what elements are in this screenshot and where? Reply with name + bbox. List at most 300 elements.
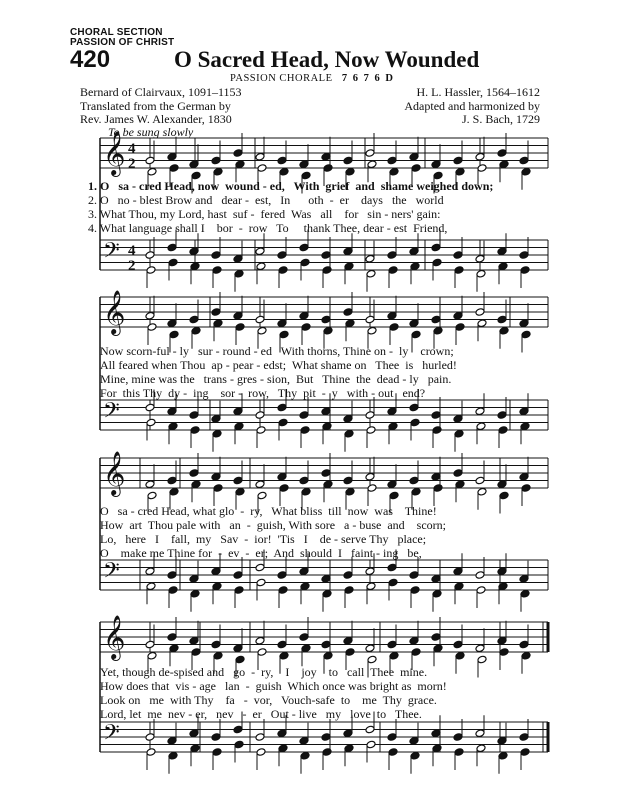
- note-head: [300, 751, 310, 760]
- note-head: [519, 156, 529, 165]
- note-head: [499, 491, 509, 500]
- note-head: [167, 407, 177, 416]
- note-head: [278, 744, 288, 753]
- section-line-2: PASSION OF CHRIST: [70, 37, 175, 48]
- note-head: [477, 164, 487, 173]
- note-head: [212, 266, 222, 275]
- note-head: [301, 644, 311, 653]
- note-head: [323, 326, 333, 335]
- author-line: Rev. James W. Alexander, 1830: [80, 112, 232, 126]
- note-head: [146, 418, 156, 427]
- note-head: [409, 319, 419, 328]
- lyric-line: 4. What language shall I bor - row To thank Thee, dear - est Friend,: [88, 221, 448, 235]
- note-head: [497, 636, 507, 645]
- note-head: [476, 269, 486, 278]
- note-head: [299, 311, 309, 320]
- note-head: [365, 644, 375, 653]
- note-head: [453, 469, 463, 478]
- lyric-line: Yet, though de-spised and go - ry, I joy to call Thee mine.: [100, 665, 428, 679]
- note-head: [255, 563, 265, 572]
- note-head: [211, 733, 221, 742]
- treble-clef-icon: 𝄞: [103, 451, 126, 495]
- note-head: [145, 480, 155, 489]
- note-head: [453, 567, 463, 576]
- note-head: [410, 262, 420, 271]
- note-head: [388, 748, 398, 757]
- note-head: [455, 480, 465, 489]
- note-head: [189, 636, 199, 645]
- note-head: [431, 160, 441, 169]
- note-head: [257, 491, 267, 500]
- note-head: [168, 258, 178, 267]
- note-head: [367, 655, 377, 664]
- note-head: [477, 319, 487, 328]
- note-head: [411, 648, 421, 657]
- note-head: [168, 751, 178, 760]
- lyric-line: 1. O sa - cred Head, now wound - ed, With grief and shame weighed down;: [88, 179, 494, 193]
- note-head: [299, 160, 309, 169]
- note-head: [277, 472, 287, 481]
- note-head: [279, 484, 289, 493]
- tempo-marking: To be sung slowly: [108, 125, 194, 139]
- note-head: [475, 644, 485, 653]
- note-head: [147, 651, 157, 660]
- note-head: [454, 266, 464, 275]
- note-head: [145, 567, 155, 576]
- note-head: [278, 266, 288, 275]
- note-head: [299, 411, 309, 420]
- note-head: [213, 319, 223, 328]
- note-head: [453, 156, 463, 165]
- note-head: [454, 748, 464, 757]
- note-head: [235, 160, 245, 169]
- note-head: [387, 311, 397, 320]
- note-head: [497, 149, 507, 158]
- note-head: [211, 567, 221, 576]
- note-head: [409, 476, 419, 485]
- note-head: [167, 319, 177, 328]
- note-head: [301, 487, 311, 496]
- note-head: [432, 426, 442, 435]
- lyric-line: How does that vis - age lan - guish Which once was bright as morn!: [100, 679, 447, 693]
- note-head: [321, 640, 331, 649]
- note-head: [345, 319, 355, 328]
- note-head: [321, 251, 331, 260]
- note-head: [475, 571, 485, 580]
- note-head: [476, 744, 486, 753]
- note-head: [277, 251, 287, 260]
- note-head: [366, 426, 376, 435]
- note-head: [520, 748, 530, 757]
- note-head: [345, 648, 355, 657]
- note-head: [279, 330, 289, 339]
- note-head: [299, 243, 309, 252]
- note-head: [233, 476, 243, 485]
- note-head: [432, 589, 442, 598]
- note-head: [365, 315, 375, 324]
- lyric-line: O make me Thine for - ev - er; And should I faint - ing be,: [100, 546, 422, 560]
- note-head: [212, 429, 222, 438]
- note-head: [365, 725, 375, 734]
- note-head: [323, 480, 333, 489]
- note-head: [519, 640, 529, 649]
- note-head: [343, 156, 353, 165]
- note-head: [411, 164, 421, 173]
- note-head: [211, 640, 221, 649]
- author-line: Translated from the German by: [80, 98, 231, 113]
- note-head: [321, 315, 331, 324]
- note-head: [257, 648, 267, 657]
- note-head: [145, 403, 155, 412]
- note-head: [453, 733, 463, 742]
- hymn-title: O Sacred Head, Now Wounded: [174, 47, 480, 72]
- note-head: [322, 589, 332, 598]
- note-head: [300, 258, 310, 267]
- note-head: [190, 589, 200, 598]
- note-head: [233, 149, 243, 158]
- note-head: [300, 426, 310, 435]
- note-head: [145, 251, 155, 260]
- note-head: [256, 262, 266, 271]
- note-head: [257, 164, 267, 173]
- meter: 7 6 7 6 D: [341, 73, 395, 84]
- note-head: [454, 582, 464, 591]
- note-head: [519, 472, 529, 481]
- note-head: [431, 243, 441, 252]
- lyric-line: Mine, mine was the trans - gres - sion, But Thine the dead - ly pain.: [100, 372, 452, 386]
- note-head: [409, 403, 419, 412]
- lyric-line: Now scorn-ful - ly sur - round - ed With thorns, Thine on - ly crown;: [100, 344, 454, 358]
- note-head: [233, 254, 243, 263]
- note-head: [497, 736, 507, 745]
- note-head: [431, 729, 441, 738]
- note-head: [299, 633, 309, 642]
- time-signature: 4: [128, 243, 136, 259]
- note-head: [366, 582, 376, 591]
- hymn-number: 420: [70, 46, 111, 73]
- note-head: [145, 156, 155, 165]
- note-head: [279, 167, 289, 176]
- note-head: [411, 330, 421, 339]
- note-head: [147, 323, 157, 332]
- note-head: [233, 725, 243, 734]
- note-head: [367, 484, 377, 493]
- note-head: [277, 156, 287, 165]
- note-head: [343, 729, 353, 738]
- note-head: [277, 403, 287, 412]
- note-head: [521, 167, 531, 176]
- note-head: [168, 586, 178, 595]
- note-head: [255, 636, 265, 645]
- note-head: [169, 164, 179, 173]
- section-line-1: CHORAL SECTION: [70, 27, 163, 38]
- lyric-line: Lord, let me nev - er, nev - er Out - live my love to Thee.: [100, 707, 422, 721]
- note-head: [433, 644, 443, 653]
- note-head: [299, 736, 309, 745]
- lyric-line: 2. O no - blest Brow and dear - est, In oth - er days the world: [88, 193, 444, 207]
- note-head: [191, 326, 201, 335]
- lyric-line: 3. What Thou, my Lord, hast suf - fered Was all for sin - ners' gain:: [88, 207, 441, 221]
- note-head: [519, 733, 529, 742]
- note-head: [191, 480, 201, 489]
- note-head: [387, 156, 397, 165]
- note-head: [211, 308, 221, 317]
- note-head: [190, 262, 200, 271]
- note-head: [189, 574, 199, 583]
- note-head: [234, 740, 244, 749]
- lyric-line: For this Thy dy - ing sor - row, Thy pit - y with - out end?: [100, 386, 426, 400]
- note-head: [233, 407, 243, 416]
- note-head: [387, 563, 397, 572]
- note-head: [387, 251, 397, 260]
- note-head: [497, 567, 507, 576]
- note-head: [211, 156, 221, 165]
- note-head: [344, 586, 354, 595]
- bass-clef-icon: 𝄢: [103, 558, 120, 589]
- note-head: [388, 578, 398, 587]
- note-head: [365, 254, 375, 263]
- note-head: [321, 574, 331, 583]
- note-head: [455, 651, 465, 660]
- bass-clef-icon: 𝄢: [103, 398, 120, 429]
- note-head: [475, 308, 485, 317]
- note-head: [323, 164, 333, 173]
- note-head: [433, 326, 443, 335]
- note-head: [343, 247, 353, 256]
- note-head: [367, 160, 377, 169]
- note-head: [212, 748, 222, 757]
- note-head: [365, 472, 375, 481]
- note-head: [433, 484, 443, 493]
- note-head: [167, 736, 177, 745]
- note-head: [189, 729, 199, 738]
- note-head: [146, 748, 156, 757]
- note-head: [344, 429, 354, 438]
- note-head: [431, 633, 441, 642]
- note-head: [277, 571, 287, 580]
- note-head: [410, 586, 420, 595]
- note-head: [409, 571, 419, 580]
- note-head: [146, 582, 156, 591]
- note-head: [475, 152, 485, 161]
- note-head: [519, 574, 529, 583]
- note-head: [343, 476, 353, 485]
- treble-clef-icon: 𝄞: [103, 615, 126, 659]
- note-head: [497, 411, 507, 420]
- note-head: [499, 648, 509, 657]
- note-head: [233, 571, 243, 580]
- note-head: [365, 567, 375, 576]
- note-head: [323, 651, 333, 660]
- note-head: [255, 152, 265, 161]
- note-head: [410, 751, 420, 760]
- note-head: [431, 574, 441, 583]
- bass-clef-icon: 𝄢: [103, 720, 120, 751]
- note-head: [211, 472, 221, 481]
- time-signature: 4: [128, 141, 136, 157]
- note-head: [409, 247, 419, 256]
- note-head: [189, 469, 199, 478]
- note-head: [277, 319, 287, 328]
- time-signature: 2: [128, 156, 136, 172]
- note-head: [345, 487, 355, 496]
- note-head: [389, 491, 399, 500]
- composer-line: Adapted and harmonized by: [404, 98, 540, 113]
- note-head: [497, 247, 507, 256]
- note-head: [233, 311, 243, 320]
- note-head: [299, 567, 309, 576]
- note-head: [191, 648, 201, 657]
- lyric-line: O sa - cred Head, what glo - ry, What bliss till now was Thine!: [100, 504, 437, 518]
- note-head: [477, 487, 487, 496]
- note-head: [497, 315, 507, 324]
- note-head: [167, 633, 177, 642]
- note-head: [365, 411, 375, 420]
- note-head: [497, 480, 507, 489]
- note-head: [475, 476, 485, 485]
- note-head: [475, 729, 485, 738]
- note-head: [476, 422, 486, 431]
- note-head: [453, 251, 463, 260]
- note-head: [277, 729, 287, 738]
- note-head: [278, 418, 288, 427]
- note-head: [147, 491, 157, 500]
- note-head: [476, 586, 486, 595]
- note-head: [321, 407, 331, 416]
- note-head: [521, 330, 531, 339]
- note-head: [277, 640, 287, 649]
- note-head: [519, 319, 529, 328]
- note-head: [343, 571, 353, 580]
- note-head: [387, 733, 397, 742]
- note-head: [189, 411, 199, 420]
- lyric-line: Lo, here I fall, my Sav - ior! 'Tis I de - serve Thy place;: [100, 532, 427, 546]
- treble-clef-icon: 𝄞: [103, 290, 126, 334]
- note-head: [521, 651, 531, 660]
- note-head: [409, 736, 419, 745]
- note-head: [431, 411, 441, 420]
- note-head: [189, 160, 199, 169]
- time-signature: 2: [128, 258, 136, 274]
- note-head: [257, 326, 267, 335]
- note-head: [387, 640, 397, 649]
- note-head: [213, 484, 223, 493]
- note-head: [234, 586, 244, 595]
- note-head: [344, 262, 354, 271]
- note-head: [453, 311, 463, 320]
- note-head: [345, 167, 355, 176]
- note-head: [213, 651, 223, 660]
- note-head: [475, 254, 485, 263]
- note-head: [454, 429, 464, 438]
- note-head: [453, 640, 463, 649]
- note-head: [366, 740, 376, 749]
- note-head: [146, 266, 156, 275]
- note-head: [455, 167, 465, 176]
- note-head: [167, 243, 177, 252]
- treble-clef-icon: 𝄞: [103, 131, 126, 175]
- note-head: [411, 487, 421, 496]
- note-head: [520, 422, 530, 431]
- author-line: Bernard of Clairvaux, 1091–1153: [80, 85, 242, 99]
- note-head: [388, 266, 398, 275]
- note-head: [431, 472, 441, 481]
- note-head: [233, 644, 243, 653]
- note-head: [409, 636, 419, 645]
- note-head: [212, 582, 222, 591]
- note-head: [321, 733, 331, 742]
- note-head: [211, 414, 221, 423]
- note-head: [301, 323, 311, 332]
- note-head: [190, 426, 200, 435]
- note-head: [343, 308, 353, 317]
- note-head: [256, 426, 266, 435]
- note-head: [388, 422, 398, 431]
- note-head: [365, 149, 375, 158]
- note-head: [145, 733, 155, 742]
- note-head: [299, 476, 309, 485]
- note-head: [410, 418, 420, 427]
- note-head: [520, 266, 530, 275]
- note-head: [213, 167, 223, 176]
- note-head: [234, 269, 244, 278]
- note-head: [498, 426, 508, 435]
- note-head: [167, 571, 177, 580]
- note-head: [366, 269, 376, 278]
- note-head: [431, 315, 441, 324]
- note-head: [519, 407, 529, 416]
- composer-line: J. S. Bach, 1729: [462, 112, 540, 126]
- note-head: [389, 167, 399, 176]
- note-head: [255, 733, 265, 742]
- note-head: [256, 748, 266, 757]
- note-head: [499, 326, 509, 335]
- note-head: [520, 589, 530, 598]
- note-head: [189, 247, 199, 256]
- lyric-line: All feared when Thou ap - pear - edst; What shame on Thee is hurled!: [100, 358, 457, 372]
- note-head: [211, 251, 221, 260]
- note-head: [321, 152, 331, 161]
- composer-line: H. L. Hassler, 1564–1612: [416, 85, 540, 99]
- note-head: [169, 644, 179, 653]
- note-head: [279, 651, 289, 660]
- note-head: [387, 480, 397, 489]
- note-head: [475, 407, 485, 416]
- lyric-line: Look on me with Thy fa - vor, Vouch-safe to me Thy grace.: [100, 693, 437, 707]
- note-head: [278, 586, 288, 595]
- note-head: [432, 258, 442, 267]
- note-head: [167, 476, 177, 485]
- note-head: [234, 422, 244, 431]
- note-head: [255, 315, 265, 324]
- note-head: [147, 167, 157, 176]
- note-head: [189, 315, 199, 324]
- note-head: [300, 582, 310, 591]
- tune-name: PASSION CHORALE: [230, 73, 333, 84]
- note-head: [343, 414, 353, 423]
- note-head: [367, 326, 377, 335]
- note-head: [169, 487, 179, 496]
- note-head: [387, 407, 397, 416]
- note-head: [168, 422, 178, 431]
- note-head: [167, 152, 177, 161]
- note-head: [521, 484, 531, 493]
- note-head: [322, 266, 332, 275]
- note-head: [235, 487, 245, 496]
- note-head: [477, 655, 487, 664]
- note-head: [145, 311, 155, 320]
- note-head: [255, 247, 265, 256]
